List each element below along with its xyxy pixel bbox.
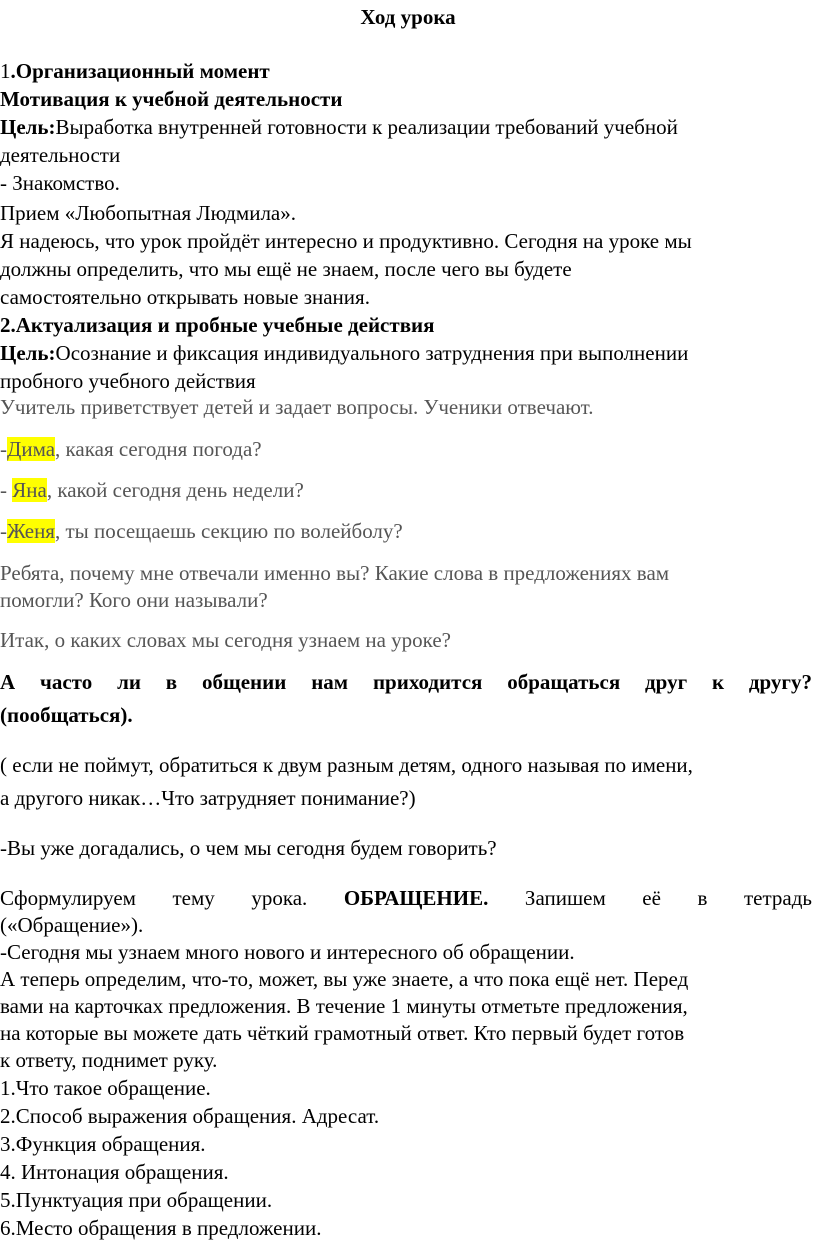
- question-text: , какая сегодня погода?: [55, 437, 262, 461]
- question-line: [0, 518, 403, 545]
- question-prefix: -: [0, 519, 7, 543]
- topic-line-cont: («Обращение»).: [0, 913, 144, 937]
- question-prefix: -: [0, 478, 13, 502]
- page-title: Ход урока: [360, 5, 456, 29]
- word: ли: [117, 670, 141, 694]
- guess-question: -Вы уже догадались, о чем мы сегодня будем говорить?: [0, 836, 497, 860]
- text-line: на которые вы можете дать чёткий грамотный ответ. Кто первый будет готов: [0, 1021, 685, 1045]
- word: в: [697, 886, 708, 910]
- highlighted-name: Яна: [12, 478, 47, 502]
- word: тетрадь: [743, 886, 812, 910]
- text-line: Прием «Любопытная Людмила».: [0, 201, 296, 225]
- section1-subheading: Мотивация к учебной деятельности: [0, 87, 343, 111]
- list-item: 6.Место обращения в предложении.: [0, 1216, 322, 1240]
- bold-question-cont: (пообщаться).: [0, 703, 133, 727]
- text-line: должны определить, что мы ещё не знаем, после чего вы будете: [0, 257, 572, 281]
- word: приходится: [372, 670, 483, 694]
- word: Запишем: [524, 886, 606, 910]
- goal-text: Выработка внутренней готовности к реализации требований учебной: [55, 115, 678, 139]
- teacher-note: ( если не поймут, обратиться к двум разным детям, одного называя по имени,: [0, 753, 693, 777]
- list-item: 3.Функция обращения.: [0, 1132, 206, 1156]
- text-line: Я надеюсь, что урок пройдёт интересно и продуктивно. Сегодня на уроке мы: [0, 229, 692, 253]
- word: её: [642, 886, 661, 910]
- section1-goal: [0, 114, 678, 141]
- question-line: [0, 477, 304, 504]
- text-line: -Сегодня мы узнаем много нового и интересного об обращении.: [0, 940, 575, 964]
- text-line: к ответу, поднимет руку.: [0, 1048, 218, 1072]
- section1-heading-text: .Организационный момент: [10, 59, 270, 83]
- highlighted-name: Женя: [7, 519, 55, 543]
- section1-heading-number: 1: [0, 59, 11, 83]
- text-line: вами на карточках предложения. В течение 1 минуты отметьте предложения,: [0, 994, 688, 1018]
- word: часто: [40, 670, 93, 694]
- word: друг: [645, 670, 688, 694]
- list-item: 2.Способ выражения обращения. Адресат.: [0, 1104, 380, 1128]
- word: общении: [201, 670, 287, 694]
- followup-line: помогли? Кого они называли?: [0, 588, 268, 612]
- topic-line: [0, 885, 812, 912]
- section1-heading: [0, 58, 270, 85]
- goal-label: Цель:: [0, 115, 56, 139]
- question-line: [0, 436, 262, 463]
- list-item: 5.Пунктуация при обращении.: [0, 1188, 273, 1212]
- text-line: А теперь определим, что-то, может, вы уже знаете, а что пока ещё нет. Перед: [0, 967, 689, 991]
- list-item: 4. Интонация обращения.: [0, 1160, 229, 1184]
- teacher-note: а другого никак…Что затрудняет понимание?): [0, 786, 416, 810]
- teacher-intro: Учитель приветствует детей и задает вопросы. Ученики отвечают.: [0, 395, 594, 419]
- topic-bold: ОБРАЩЕНИЕ.: [343, 886, 489, 910]
- bold-question: [0, 669, 812, 696]
- highlighted-name: Дима: [7, 437, 56, 461]
- word: в: [165, 670, 178, 694]
- word: А: [0, 670, 16, 694]
- followup-line: Ребята, почему мне отвечали именно вы? Какие слова в предложениях вам: [0, 561, 670, 585]
- text-line: самостоятельно открывать новые знания.: [0, 285, 370, 309]
- list-item: 1.Что такое обращение.: [0, 1076, 211, 1100]
- word: урока.: [251, 886, 308, 910]
- followup-line: Итак, о каких словах мы сегодня узнаем на уроке?: [0, 628, 451, 652]
- section2-goal: [0, 340, 688, 367]
- word: Сформулируем: [0, 886, 136, 910]
- word: обращаться: [507, 670, 621, 694]
- goal-label: Цель:: [0, 341, 56, 365]
- word: к: [711, 670, 725, 694]
- word: другу?: [748, 670, 812, 694]
- question-text: , ты посещаешь секцию по волейболу?: [54, 519, 403, 543]
- text-line: - Знакомство.: [0, 171, 120, 195]
- section1-goal-cont: деятельности: [0, 143, 121, 167]
- question-prefix: -: [0, 437, 7, 461]
- section2-goal-cont: пробного учебного действия: [0, 369, 256, 393]
- word: тему: [172, 886, 215, 910]
- goal-text: Осознание и фиксация индивидуального затруднения при выполнении: [55, 341, 689, 365]
- question-text: , какой сегодня день недели?: [46, 478, 304, 502]
- word: нам: [311, 670, 349, 694]
- section2-heading: 2.Актуализация и пробные учебные действия: [0, 313, 435, 337]
